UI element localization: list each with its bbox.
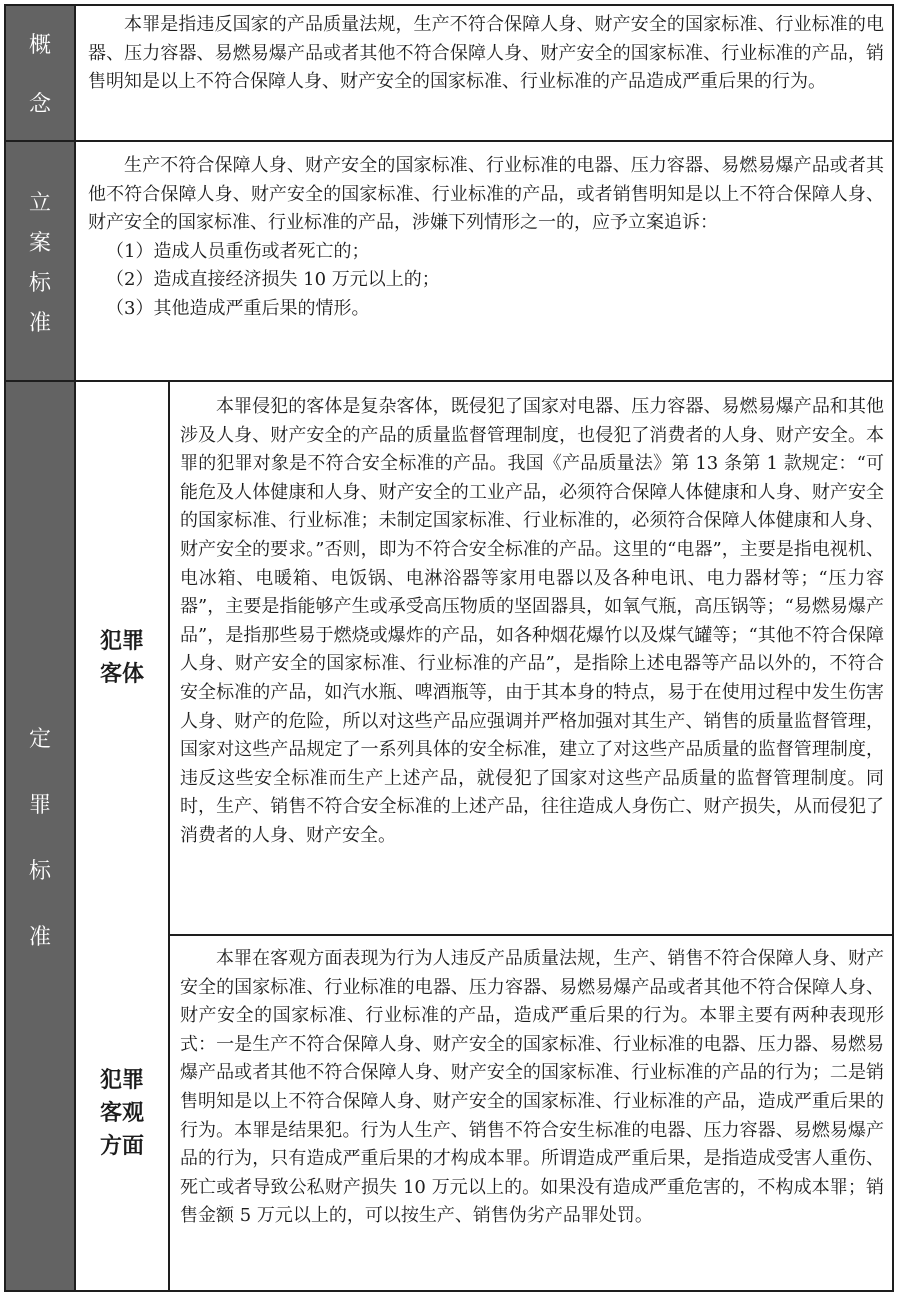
filing-item: （1）造成人员重伤或者死亡的； — [106, 240, 370, 262]
concept-header: 概 念 — [6, 6, 74, 140]
row-divider — [6, 380, 892, 382]
filing-standard-header: 立 案 标 准 — [6, 142, 74, 380]
sub-header-divider — [168, 382, 170, 1290]
filing-intro: 生产不符合保障人身、财产安全的国家标准、行业标准的电器、压力容器、易燃易爆产品或者其他不符合保障人身、财产安全的国家标准、行业标准的产品，或者销售明知是以上不符合保障人身、财产安全的国家标准、行业标准的产品，涉嫌下列情形之一的，应予立案追诉： — [88, 155, 884, 234]
filing-item: （2）造成直接经济损失 10 万元以上的； — [106, 269, 440, 291]
filing-standard-text — [88, 152, 884, 324]
filing-item: （3）其他造成严重后果的情形。 — [106, 297, 370, 319]
objective-aspect-text: 本罪在客观方面表现为行为人违反产品质量法规，生产、销售不符合保障人身、财产安全的国家标准、行业标准的电器、压力容器、易燃易爆产品或者其他不符合保障人身、财产安全的国家标准、行业标准的产品，造成严重后果的行为。本罪主要有两种表现形式：一是生产不符合保障人身、财产安全的国家标准、行业标准的电器、压力器、易燃易爆产品或者其他不符合保障人身、财产安全的国家标准、行业标准的产品的行为；二是销售明知是以上不符合保障人身、财产安全的国家标准、行业标准的产品，造成严重后果的行为。本罪是结果犯。行为人生产、销售不符合安生标准的电器、压力容器、易燃易爆产品的行为，只有造成严重后果的才构成本罪。所谓造成严重后果，是指造成受害人重伤、死亡或者导致公私财产损失 10 万元以上的。如果没有造成严重危害的，不构成本罪；销售金额 5 万元以上的，可以按生产、销售伪劣产品罪处罚。 — [180, 948, 884, 1227]
header-divider — [74, 6, 76, 1290]
conviction-standard-header: 定 罪 标 准 — [6, 382, 74, 1290]
concept-text: 本罪是指违反国家的产品质量法规，生产不符合保障人身、财产安全的国家标准、行业标准的电器、压力容器、易燃易爆产品或者其他不符合保障人身、财产安全的国家标准、行业标准的产品，销售明知是以上不符合保障人身、财产安全的国家标准、行业标准的产品造成严重后果的行为。 — [88, 14, 884, 93]
crime-object-text: 本罪侵犯的客体是复杂客体，既侵犯了国家对电器、压力容器、易燃易爆产品和其他涉及人身、财产安全的产品的质量监督管理制度，也侵犯了消费者的人身、财产安全。本罪的犯罪对象是不符合安全标准的产品。我国《产品质量法》第 13 条第 1 款规定：“可能危及人体健康和人身、财产安全的工业产品，必须符合保障人体健康和人身、财产安全的国家标准、行业标准；未制定国家标准、行业标准的，必须符合保障人体健康和人身、财产安全的要求。”否则，即为不符合安全标准的产品。这里的“电器”，主要是指电视机、电冰箱、电暖箱、电饭锅、电淋浴器等家用电器以及各种电讯、电力器材等；“压力容器”，主要是指能够产生或承受高压物质的坚固器具，如氧气瓶，高压锅等；“易燃易爆产品”，是指那些易于燃烧或爆炸的产品，如各种烟花爆竹以及煤气罐等；“其他不符合保障人身、财产安全的国家标准、行业标准的产品”，是指除上述电器等产品以外的，不符合安全标准的产品，如汽水瓶、啤酒瓶等，由于其本身的特点，易于在使用过程中发生伤害人身、财产的危险，所以对这些产品应强调并严格加强对其生产、销售的质量监督管理，国家对这些产品规定了一系列具体的安全标准，建立了对这些产品质量的监督管理制度，违反这些安全标准而生产上述产品，就侵犯了国家对这些产品质量的监督管理制度。同时，生产、销售不符合安全标准的上述产品，往往造成人身伤亡、财产损失，从而侵犯了消费者的人身、财产安全。 — [180, 396, 884, 846]
row-divider — [6, 140, 892, 142]
sub-row-divider — [170, 934, 892, 936]
crime-standard-table — [4, 4, 894, 1292]
crime-object-label: 犯罪 客体 — [99, 629, 144, 687]
objective-aspect-label: 犯罪 客观 方面 — [99, 1067, 144, 1159]
